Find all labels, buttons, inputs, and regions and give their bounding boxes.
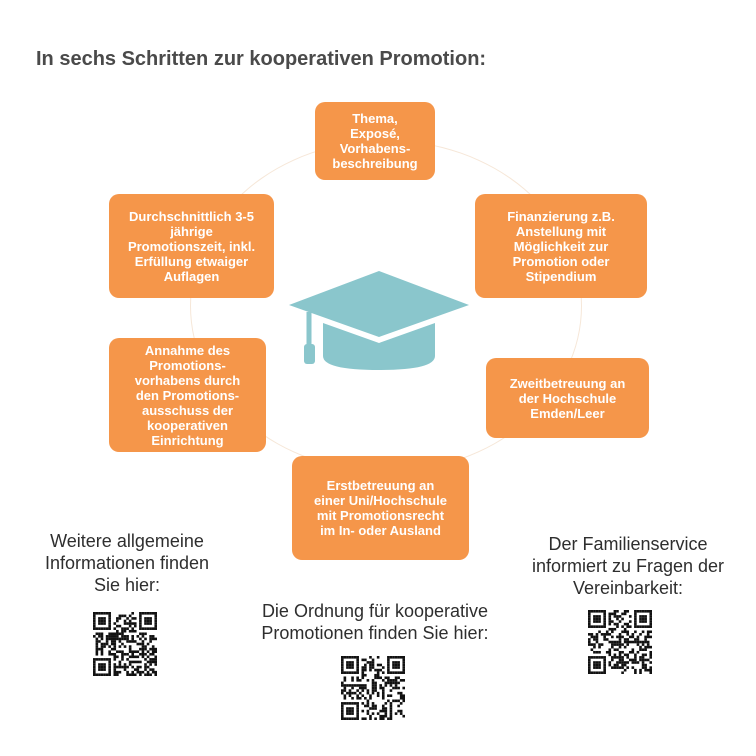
graduation-cap-icon (287, 268, 472, 373)
step-second-supervision: Zweitbetreuung an der Hochschule Emden/Leer (486, 358, 649, 438)
info-family-service-text: Der Familienservice informiert zu Fragen der Vereinbarkeit: (531, 534, 725, 598)
info-regulation-text: Die Ordnung für kooperative Promotionen finden Sie hier: (261, 601, 489, 643)
qr-code-icon[interactable] (93, 612, 157, 676)
step-acceptance: Annahme des Promotions- vorhabens durch den Promotions- ausschuss der kooperativen Einrichtung (109, 338, 266, 452)
qr-code-icon[interactable] (341, 656, 405, 720)
qr-code-icon[interactable] (588, 610, 652, 674)
step-topic: Thema, Exposé, Vorhabens- beschreibung (315, 102, 435, 180)
step-first-supervision: Erstbetreuung an einer Uni/Hochschule mit Promotionsrecht im In- oder Ausland (292, 456, 469, 560)
page-title: In sechs Schritten zur kooperativen Promotion: (36, 48, 487, 70)
step-financing: Finanzierung z.B. Anstellung mit Möglichkeit zur Promotion oder Stipendium (475, 194, 647, 298)
step-duration: Durchschnittlich 3-5 jährige Promotionszeit, inkl. Erfüllung etwaiger Auflagen (109, 194, 274, 298)
info-general-text: Weitere allgemeine Informationen finden Sie hier: (44, 531, 210, 595)
